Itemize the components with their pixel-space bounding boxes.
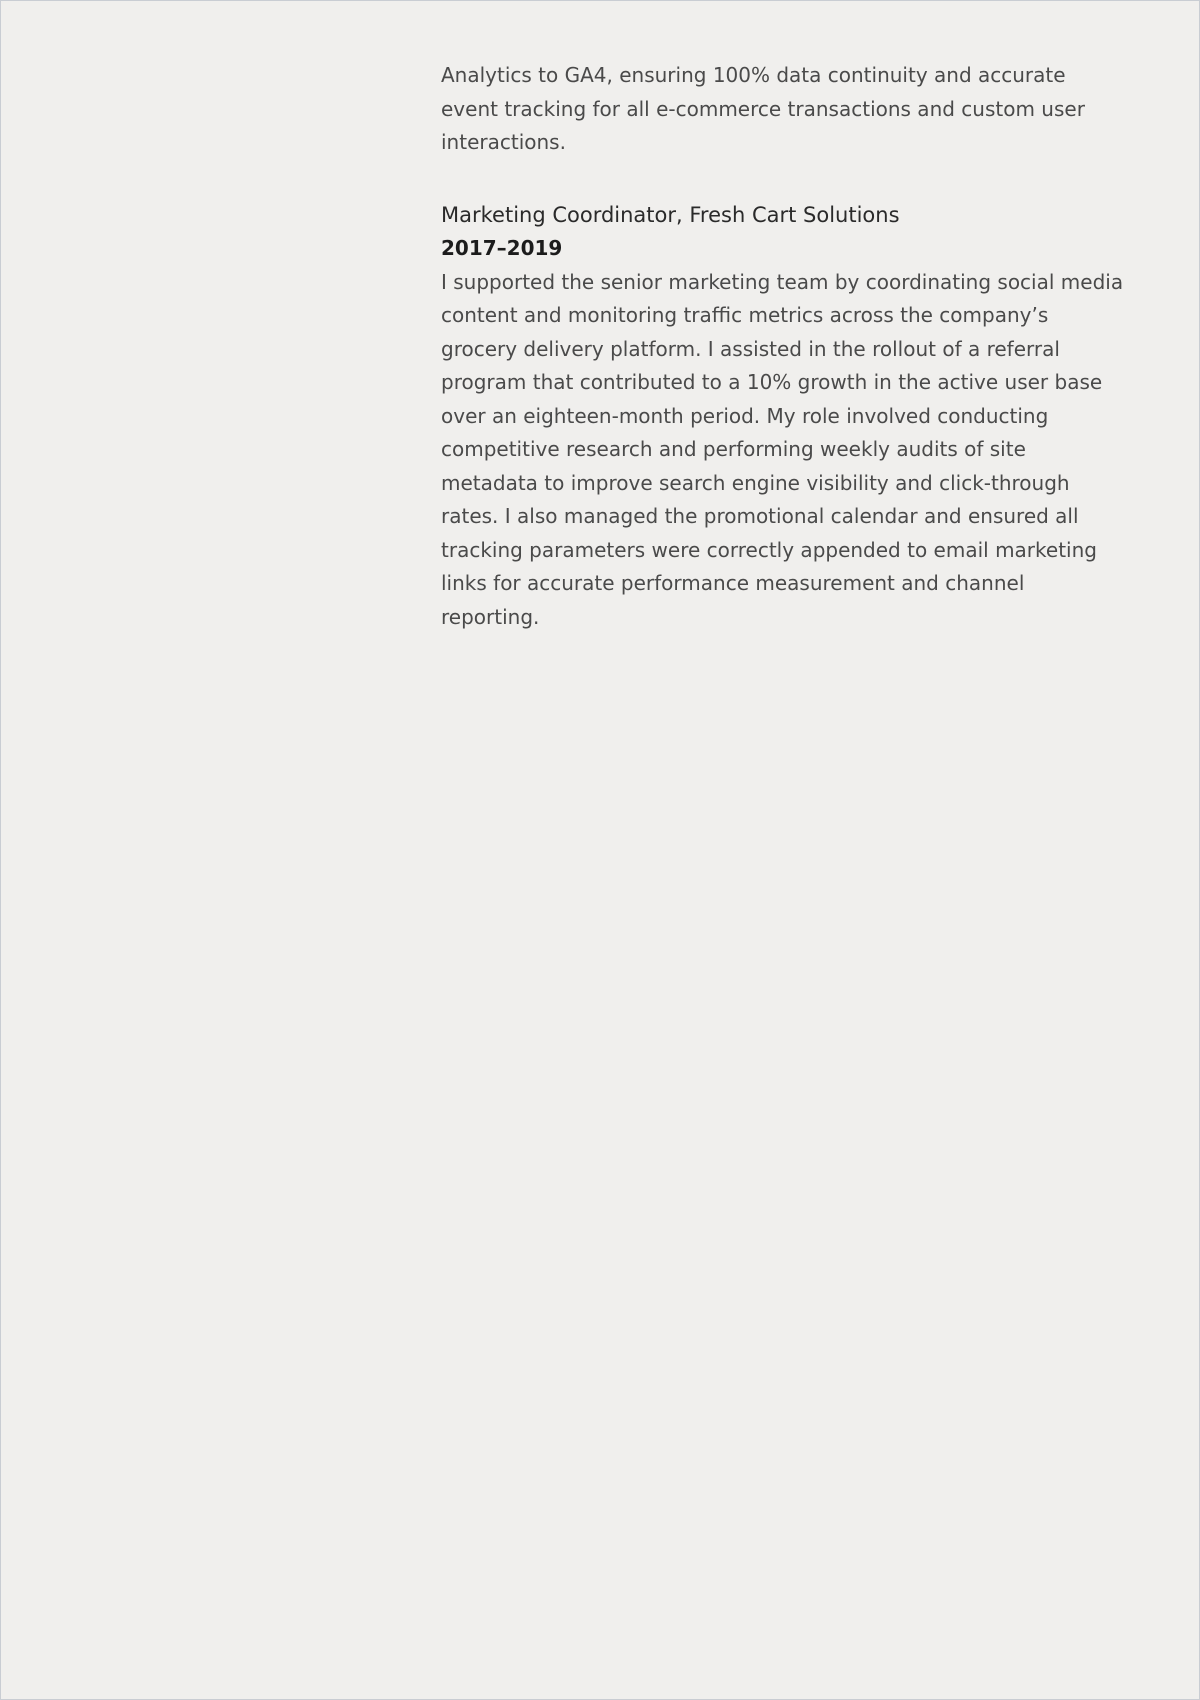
job-title: Marketing Coordinator, Fresh Cart Solutions <box>441 202 900 227</box>
previous-entry-description: Analytics to GA4, ensuring 100% data continuity and accurate event tracking for all e-commerce transactions and custom user interactions. <box>441 63 1085 154</box>
job-description: I supported the senior marketing team by coordinating social media content and monitoring traffic metrics across the company’s grocery delivery platform. I assisted in the rollout of a referral program that contributed to a 10% growth in the active user base over an eighteen-month period. My role involved conducting competitive research and performing weekly audits of site metadata to improve search engine visibility and click-through rates. I also managed the promotional calendar and ensured all tracking parameters were correctly appended to email marketing links for accurate performance measurement and channel reporting. <box>441 269 1124 629</box>
job-years: 2017–2019 <box>441 235 563 260</box>
experience-column <box>441 59 1127 634</box>
experience-entry <box>441 198 1127 635</box>
